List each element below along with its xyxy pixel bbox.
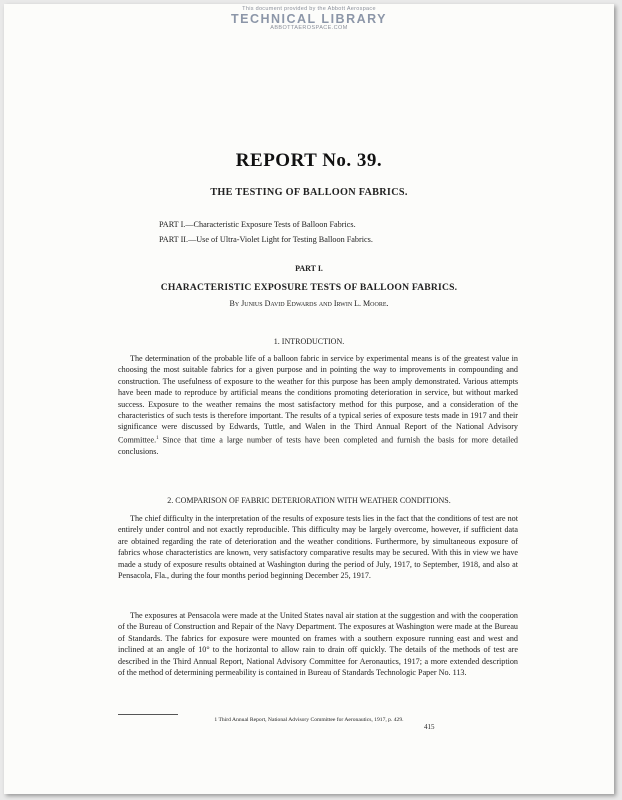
page-number: 415: [424, 723, 435, 731]
comparison-paragraph-1: The chief difficulty in the interpretation of the results of exposure tests lies in the fact that the conditions of test are not entirely under control and not exactly reproducible. This difficulty may be largely overcome, however, if sufficient data are obtained regarding the rate of deterioration and the weather conditions. Furthermore, by simultaneous exposure of fabrics whose characteristics are known, very satisfactory comparative results may be secured. With this in view we have made a study of exposure results obtained at Washington during the period of July, 1917, to September, 1918, and also at Pensacola, Fla., during the four months period beginning December 25, 1917.: [118, 514, 518, 581]
report-number: REPORT No. 39.: [235, 150, 383, 171]
intro-paragraph: [118, 353, 518, 457]
part-2-line: PART II.—Use of Ultra-Violet Light for Testing Balloon Fabrics.: [159, 235, 373, 244]
main-title: THE TESTING OF BALLOON FABRICS.: [210, 187, 408, 198]
banner-url: ABBOTTAEROSPACE.COM: [270, 25, 348, 31]
part-heading: PART I.: [295, 264, 323, 273]
intro-text-continued: Since that time a large number of tests have been completed and furnish the basis for more detailed conclusions.: [118, 435, 518, 456]
footnote: 1 Third Annual Report, National Advisory Committee for Aeronautics, 1917, p. 429.: [214, 717, 404, 723]
intro-text: The determination of the probable life of a balloon fabric in service by experimental means is of the greatest value in choosing the most suitable fabrics for a given purpose and in pointing the way to improvements in compounding and construction. The usefulness of exposure to the weather for this purpose has been amply demonstrated. Various attempts have been made to reproduce by artificial means the conditions promoting deterioration in service, but without marked success. Exposure to the weather remains the most satisfactory method for this purpose, and a consideration of the characteristics of such tests is therefore important. The results of a typical series of exposure tests made in 1917 and their significance were discussed by Edwards, Tuttle, and Walen in the Third Annual Report of the National Advisory Committee.: [118, 354, 518, 445]
parts-list: [159, 217, 373, 247]
footnote-marker: 1: [156, 435, 159, 441]
authors-line: By Junius David Edwards and Irwin L. Moore.: [229, 299, 389, 308]
comparison-heading: 2. COMPARISON OF FABRIC DETERIORATION WITH WEATHER CONDITIONS.: [167, 496, 451, 505]
document-page: [4, 4, 614, 794]
library-banner: [4, 6, 614, 32]
banner-title: TECHNICAL LIBRARY: [230, 12, 388, 26]
banner-credit: This document provided by the Abbott Aerospace: [242, 6, 376, 12]
section-title: CHARACTERISTIC EXPOSURE TESTS OF BALLOON FABRICS.: [160, 282, 458, 293]
intro-heading: 1. INTRODUCTION.: [273, 337, 345, 346]
part-1-line: PART I.—Characteristic Exposure Tests of Balloon Fabrics.: [159, 220, 356, 229]
footnote-divider: [118, 714, 178, 715]
comparison-paragraph-2: The exposures at Pensacola were made at the United States naval air station at the suggestion and with the cooperation of the Bureau of Construction and Repair of the Navy Department. The exposures at Washington were made at the Bureau of Standards. The fabrics for exposure were mounted on frames with a southern exposure running east and west and inclined at an angle of 10° to the horizontal to allow rain to drain off quickly. The details of the methods of test are described in the Third Annual Report, National Advisory Committee for Aeronautics, 1917; a more extended description of the method of determining permeability is contained in Bureau of Standards Technologic Paper No. 113.: [118, 611, 518, 678]
